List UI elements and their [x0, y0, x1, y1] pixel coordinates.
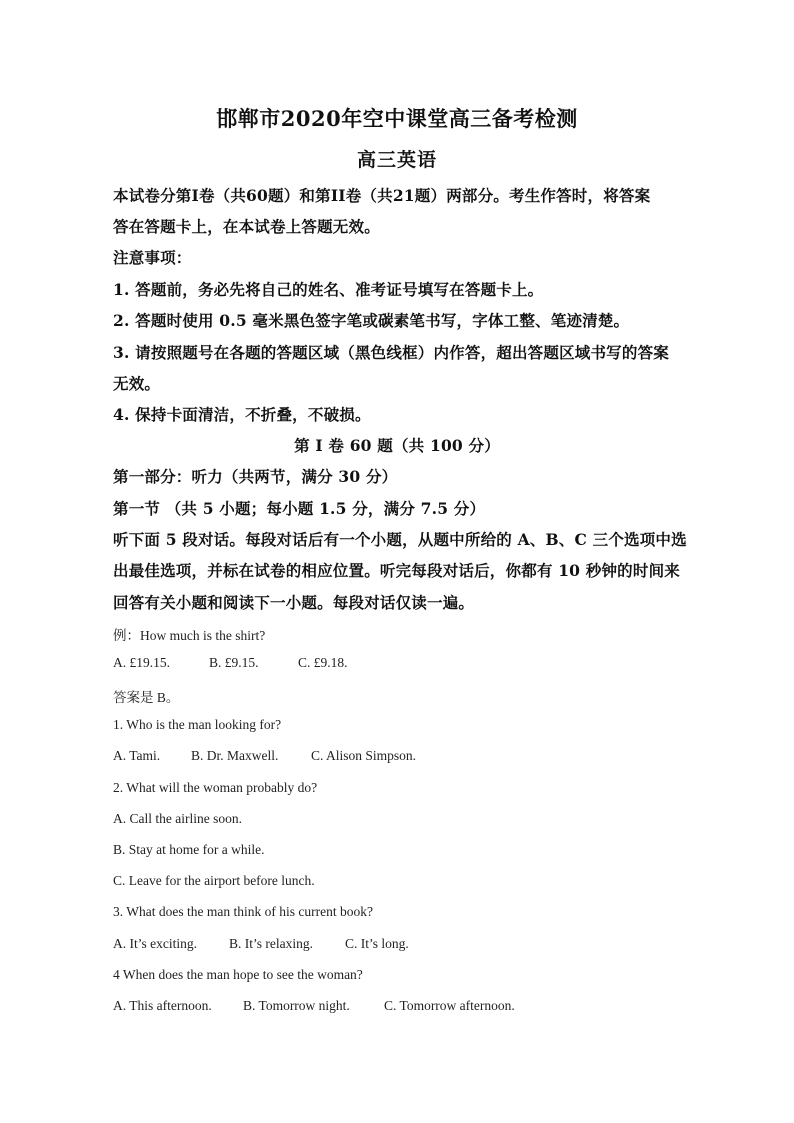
question-text: 1. Who is the man looking for? — [113, 717, 282, 732]
option-text: B. Stay at home for a while. — [113, 842, 265, 857]
question-text: 2. What will the woman probably do? — [113, 780, 318, 795]
option-text: C. Alison Simpson. — [311, 748, 417, 763]
option-text: A. Call the airline soon. — [113, 811, 242, 826]
option-text: A. £19.15. — [113, 655, 170, 670]
question-options — [113, 998, 515, 1014]
instruction-line: 出最佳选项，并标在试卷的相应位置。听完每段对话后，你都有 10 秒钟的时间来 — [113, 561, 680, 580]
notes-heading: 注意事项： — [113, 248, 192, 267]
page-title: 邯郸市2020年空中课堂高三备考检测 — [216, 106, 578, 131]
option-text: B. It’s relaxing. — [229, 936, 313, 951]
example-answer: 答案是 B。 — [113, 690, 180, 705]
note-item: 2. 答题时使用 0.5 毫米黑色签字笔或碳素笔书写，字体工整、笔迹清楚。 — [113, 311, 630, 330]
example-options — [113, 655, 348, 671]
intro-line: 答在答题卡上，在本试卷上答题无效。 — [113, 217, 380, 236]
option-text: A. Tami. — [113, 748, 161, 763]
option-text: B. £9.15. — [209, 655, 259, 670]
note-item: 1. 答题前，务必先将自己的姓名、准考证号填写在答题卡上。 — [113, 280, 544, 299]
question-options — [113, 748, 416, 764]
option-text: A. It’s exciting. — [113, 936, 197, 951]
note-item: 3. 请按照题号在各题的答题区域（黑色线框）内作答，超出答题区域书写的答案 — [113, 343, 669, 362]
page-subtitle: 高三英语 — [356, 149, 437, 171]
part-heading: 第一部分：听力（共两节，满分 30 分） — [113, 467, 398, 486]
instruction-line: 回答有关小题和阅读下一小题。每段对话仅读一遍。 — [113, 593, 475, 612]
volume-heading: 第 I 卷 60 题（共 100 分） — [294, 436, 500, 455]
option-text: B. Tomorrow night. — [243, 998, 350, 1013]
instruction-line: 听下面 5 段对话。每段对话后有一个小题，从题中所给的 A、B、C 三个选项中选 — [113, 530, 687, 549]
option-text: C. Leave for the airport before lunch. — [113, 873, 315, 888]
section-heading: 第一节 （共 5 小题；每小题 1.5 分，满分 7.5 分） — [113, 499, 486, 518]
note-item: 无效。 — [113, 374, 161, 393]
option-text: B. Dr. Maxwell. — [191, 748, 279, 763]
intro-line: 本试卷分第I卷（共60题）和第II卷（共21题）两部分。考生作答时，将答案 — [113, 186, 651, 205]
option-text: C. It’s long. — [345, 936, 409, 951]
question-text: 3. What does the man think of his current book? — [113, 904, 373, 919]
question-options — [113, 936, 409, 952]
question-text: 4 When does the man hope to see the woman? — [113, 967, 363, 982]
note-item: 4. 保持卡面清洁，不折叠，不破损。 — [113, 405, 371, 424]
option-text: C. £9.18. — [298, 655, 348, 670]
example-question: 例：How much is the shirt? — [113, 628, 266, 643]
option-text: A. This afternoon. — [113, 998, 212, 1013]
option-text: C. Tomorrow afternoon. — [384, 998, 515, 1013]
